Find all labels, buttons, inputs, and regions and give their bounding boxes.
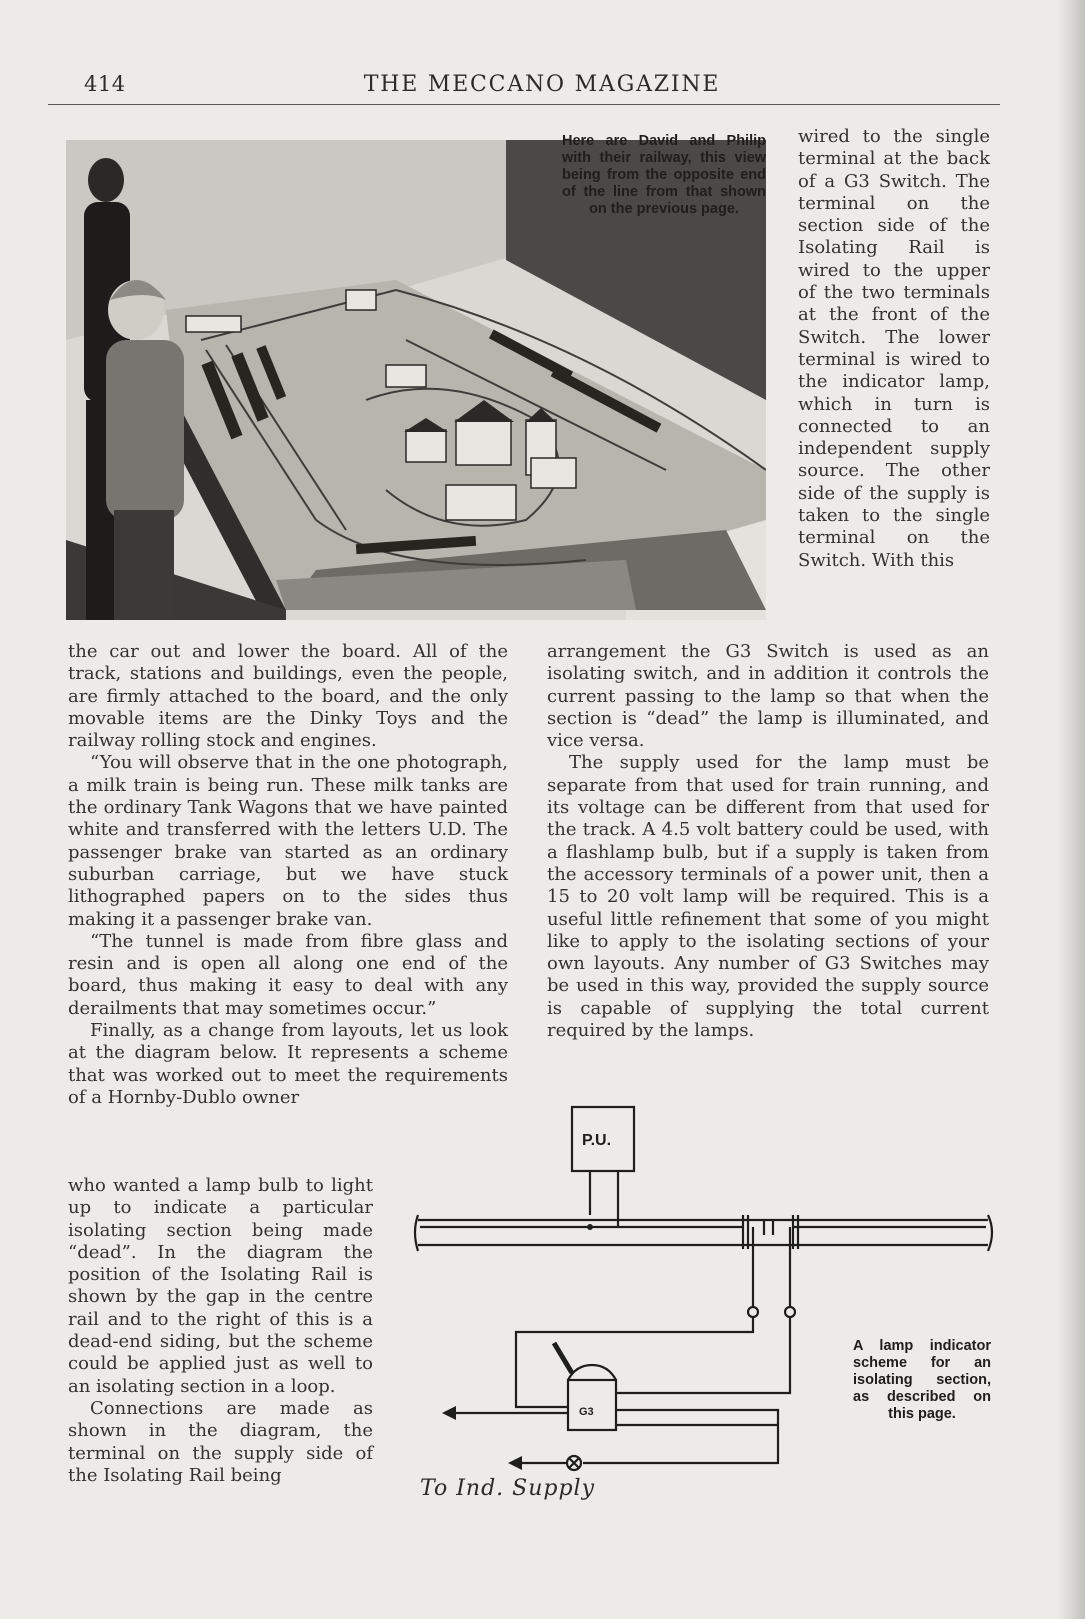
page-header: [84, 72, 1000, 104]
paragraph: wired to the single terminal at the back of a G3 Switch. The terminal on the section side of the Isolating Rail is wired to the upper of the two terminals at the front of the Switch. The lower terminal is wired to the indicator lamp, which in turn is connected to an independent supply source. The other side of the supply is taken to the single terminal on the Switch. With this: [798, 126, 990, 571]
paragraph: the car out and lower the board. All of the track, stations and buildings, even the people, are firmly attached to the board, and the only movable items are the Dinky Toys and the railway rolling stock and engines.: [68, 641, 508, 752]
right-column-text: [547, 641, 989, 1042]
diagram-caption: A lamp indicator scheme for an isolating section, as described on this page.: [853, 1338, 991, 1422]
photo-caption: Here are David and Philip with their railway, this view being from the opposite end of the line from that shown on the previous page.: [562, 133, 766, 217]
supply-label: To Ind. Supply: [420, 1476, 596, 1501]
paragraph: “You will observe that in the one photograph, a milk train is being run. These milk tanks are the ordinary Tank Wagons that we have painted white and transferred with the letters U.D. The passenger brake van started as an ordinary suburban carriage, but we have stuck lithographed papers on to the sides thus making it a passenger brake van.: [68, 752, 508, 930]
switch-label: G3: [579, 1406, 594, 1418]
pu-label: P.U.: [582, 1132, 612, 1149]
page-edge-shadow: [1057, 0, 1085, 1619]
paragraph: who wanted a lamp bulb to light up to indicate a particular isolating section being made “dead”. In the diagram the position of the Isolating Rail is shown by the gap in the centre rail and to the right of this is a dead-end siding, but the scheme could be applied just as well to an isolating section in a loop.: [68, 1175, 373, 1397]
page-number: 414: [84, 72, 126, 96]
paragraph: Connections are made as shown in the diagram, the terminal on the supply side of the Isolating Rail being: [68, 1397, 373, 1486]
magazine-title: THE MECCANO MAGAZINE: [363, 72, 721, 97]
header-rule: [48, 104, 1000, 105]
paragraph: arrangement the G3 Switch is used as an isolating switch, and in addition it controls the current passing to the lamp so that when the section is “dead” the lamp is illuminated, and vice versa.: [547, 641, 989, 752]
paragraph: Finally, as a change from layouts, let us look at the diagram below. It represents a scheme that was worked out to meet the requirements of a Hornby-Dublo owner: [68, 1020, 508, 1108]
paragraph: The supply used for the lamp must be separate from that used for train running, and its voltage can be different from that used for the track. A 4.5 volt battery could be used, with a flashlamp bulb, but if a supply is taken from the accessory terminals of a power unit, then a 15 to 20 volt lamp will be required. This is a useful little refinement that some of you might like to apply to the isolating sections of your own layouts. Any number of G3 Switches may be used in this way, provided the supply source is capable of supplying the total current required by the lamps.: [547, 752, 989, 1042]
paragraph: “The tunnel is made from fibre glass and resin and is open all along one end of the board, thus making it easy to deal with any derailments that may sometimes occur.”: [68, 930, 508, 1019]
right-column-top-text: [798, 126, 990, 572]
left-column-text: [68, 641, 508, 1109]
wiring-diagram: [408, 1095, 1008, 1525]
narrow-column-text: [68, 1175, 373, 1487]
